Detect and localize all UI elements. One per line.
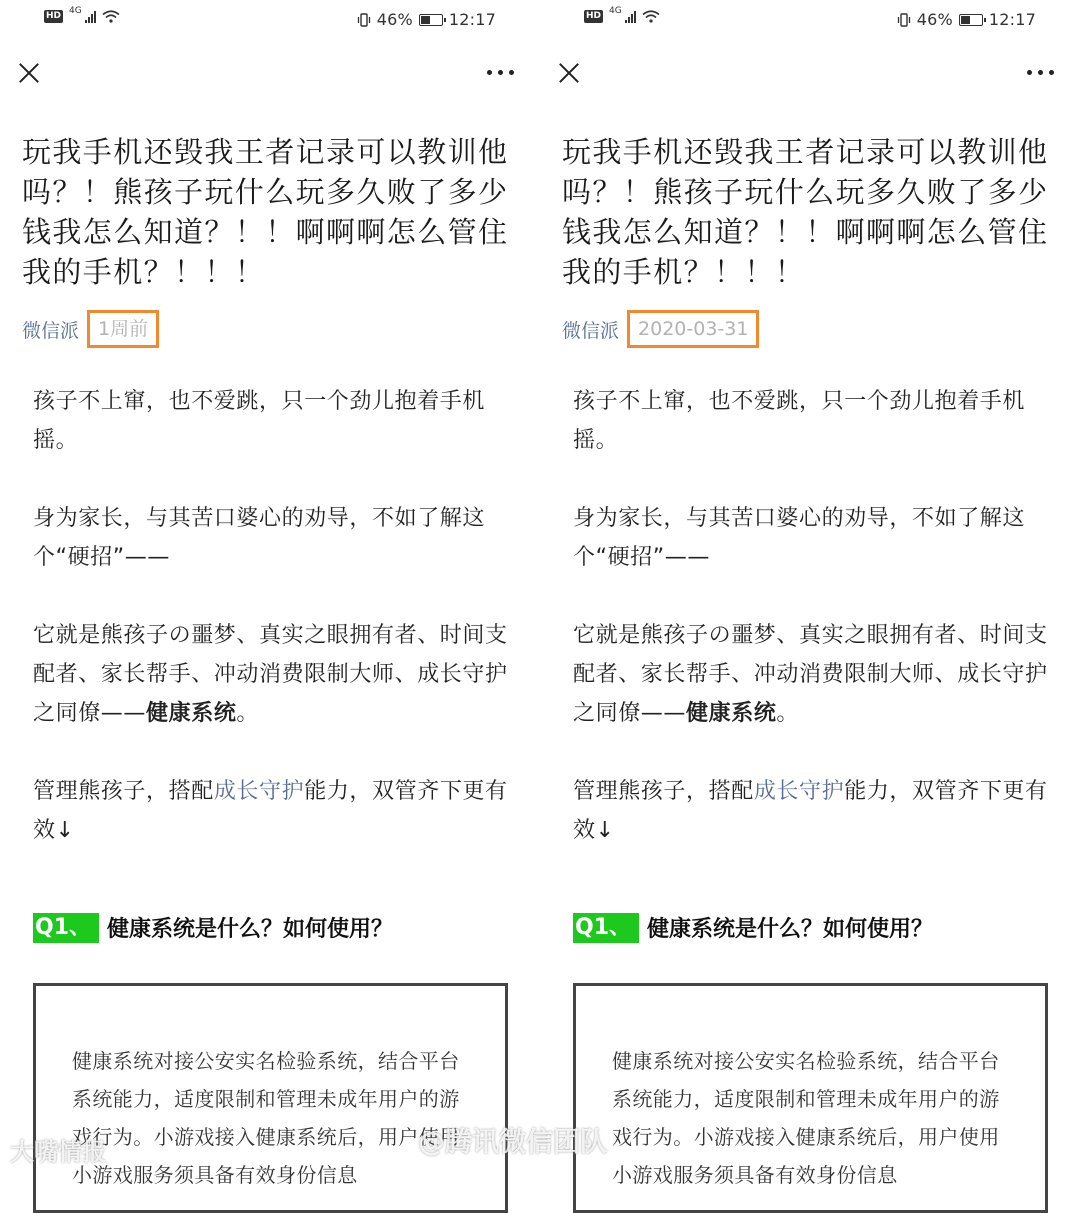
network-type: 4G [609, 6, 622, 16]
paragraph-3-text: 它就是熊孩子の噩梦、真实之眼拥有者、时间支配者、家长帮手、冲动消费限制大师、成长守护之同僚—— [573, 623, 1048, 726]
info-box-text: 健康系统对接公安实名检验系统，结合平台系统能力，适度限制和管理未成年用户的游戏行为。小游戏接入健康系统后，用户使用小游戏服务须具备有效身份信息 [612, 1049, 1000, 1187]
nav-bar [0, 56, 540, 92]
signal-icon [625, 11, 636, 23]
paragraph-3-end: 。 [236, 701, 260, 726]
paragraph-2: 身为家长，与其苦口婆心的劝导，不如了解这个“硬招”—— [33, 506, 486, 570]
watermark-left: 大嘴情报 [10, 1138, 106, 1166]
signal-icon [85, 11, 96, 23]
status-left [44, 6, 120, 23]
paragraph-4 [33, 772, 513, 850]
article-meta [22, 310, 159, 348]
more-icon[interactable] [487, 70, 514, 75]
wifi-icon [102, 10, 120, 23]
paragraph-1: 孩子不上窜，也不爱跳，只一个劲儿抱着手机摇。 [573, 389, 1026, 453]
paragraph-2: 身为家长，与其苦口婆心的劝导，不如了解这个“硬招”—— [573, 506, 1026, 570]
battery-icon [419, 14, 443, 26]
health-system-bold: 健康系统 [686, 701, 777, 726]
q1-text: 健康系统是什么？如何使用？ [647, 917, 934, 942]
publish-date: 1周前 [87, 310, 159, 348]
q1-heading [33, 912, 393, 943]
watermark-right: @腾讯微信团队 [418, 1127, 607, 1158]
paragraph-4 [573, 772, 1053, 850]
status-left [584, 6, 660, 23]
close-icon[interactable] [558, 62, 580, 84]
account-name[interactable]: 微信派 [22, 319, 80, 342]
paragraph-3-end: 。 [776, 701, 800, 726]
paragraph-3 [33, 616, 513, 733]
q1-tag: Q1、 [33, 913, 99, 943]
battery-icon [959, 14, 983, 26]
battery-percent: 46% [916, 10, 953, 29]
paragraph-4-end: 能力，双管齐下更有效↓ [33, 779, 508, 843]
left-panel [0, 0, 540, 1187]
vibrate-icon [897, 13, 911, 27]
battery-percent: 46% [376, 10, 413, 29]
status-bar [540, 0, 1080, 40]
nav-bar [540, 56, 1080, 92]
info-box [573, 983, 1048, 1213]
article-body [573, 382, 1053, 889]
paragraph-4-end: 能力，双管齐下更有效↓ [573, 779, 1048, 843]
article-meta [562, 310, 759, 348]
close-icon[interactable] [18, 62, 40, 84]
clock: 12:17 [988, 10, 1036, 29]
publish-date: 2020-03-31 [627, 310, 759, 348]
hd-badge: HD [586, 11, 602, 21]
more-icon[interactable] [1027, 70, 1054, 75]
growth-guard-link[interactable]: 成长守护 [213, 779, 305, 804]
status-right [897, 10, 1036, 29]
wifi-icon [642, 10, 660, 23]
status-bar [0, 0, 540, 40]
status-right [357, 10, 496, 29]
paragraph-4-text: 管理熊孩子，搭配 [33, 779, 214, 804]
vibrate-icon [357, 13, 371, 27]
q1-heading [573, 912, 933, 943]
right-panel [540, 0, 1080, 1187]
info-box-text: 健康系统对接公安实名检验系统，结合平台系统能力，适度限制和管理未成年用户的游戏行为。小游戏接入健康系统后，用户使用小游戏服务须具备有效身份信息 [72, 1049, 460, 1187]
growth-guard-link[interactable]: 成长守护 [753, 779, 845, 804]
article-title: 玩我手机还毁我王者记录可以教训他吗？！熊孩子玩什么玩多久败了多少钱我怎么知道？！！啊啊啊怎么管住我的手机？！！！ [22, 135, 509, 289]
paragraph-1: 孩子不上窜，也不爱跳，只一个劲儿抱着手机摇。 [33, 389, 486, 453]
account-name[interactable]: 微信派 [562, 319, 620, 342]
clock: 12:17 [448, 10, 496, 29]
paragraph-3-text: 它就是熊孩子の噩梦、真实之眼拥有者、时间支配者、家长帮手、冲动消费限制大师、成长守护之同僚—— [33, 623, 508, 726]
article-body [33, 382, 513, 889]
paragraph-4-text: 管理熊孩子，搭配 [573, 779, 754, 804]
info-box [33, 983, 508, 1213]
q1-tag: Q1、 [573, 913, 639, 943]
q1-text: 健康系统是什么？如何使用？ [107, 917, 394, 942]
article-title: 玩我手机还毁我王者记录可以教训他吗？！熊孩子玩什么玩多久败了多少钱我怎么知道？！！啊啊啊怎么管住我的手机？！！！ [562, 135, 1049, 289]
hd-badge: HD [46, 11, 62, 21]
network-type: 4G [69, 6, 82, 16]
paragraph-3 [573, 616, 1053, 733]
health-system-bold: 健康系统 [146, 701, 237, 726]
